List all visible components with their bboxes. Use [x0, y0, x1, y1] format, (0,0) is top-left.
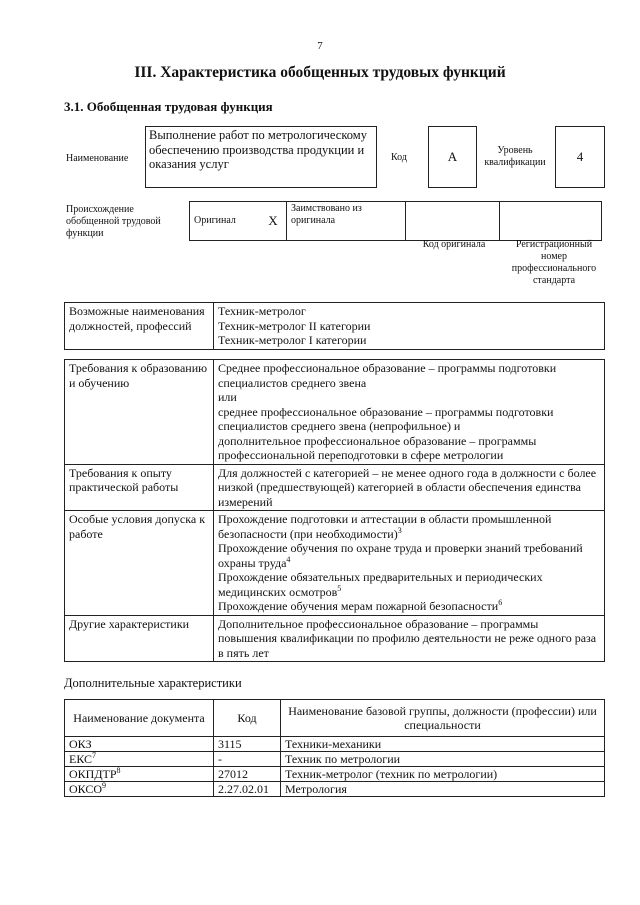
- requirement-line: или: [218, 390, 237, 404]
- footnote-ref: 5: [337, 583, 342, 593]
- table-row: [65, 767, 605, 782]
- code-cell: 3115: [214, 737, 281, 752]
- positions-label: Возможные наименования должностей, профессий: [65, 303, 214, 350]
- table-row: [65, 737, 605, 752]
- reg-number-caption: Регистрационный номер профессионального стандарта: [511, 239, 597, 286]
- requirement-line: Дополнительное профессиональное образование – программы повышения квалификации по профилю деятельности не реже одного раза в пять лет: [218, 616, 597, 660]
- table-row: [65, 511, 605, 616]
- requirements-table: [64, 359, 605, 662]
- table-row: [65, 360, 605, 465]
- position-item: Техник-метролог II категории: [218, 318, 371, 333]
- level-value: 4: [555, 126, 605, 188]
- doc-cell: ОКЗ: [65, 737, 214, 752]
- original-label: Оригинал: [190, 202, 261, 241]
- position-item: Техник-метролог I категории: [218, 333, 367, 347]
- footnote-ref: 6: [498, 598, 503, 607]
- requirement-label: Особые условия допуска к работе: [65, 511, 214, 616]
- origin-label: Происхождение обобщенной трудовой функции: [66, 204, 161, 239]
- requirement-line: Прохождение обязательных предварительных и периодических медицинских осмотров$^5$: [218, 570, 543, 599]
- name-label: Наименование: [66, 153, 129, 164]
- level-label: Уровень квалификации: [484, 145, 546, 168]
- requirement-label: Другие характеристики: [65, 615, 214, 662]
- code-cell: 27012: [214, 767, 281, 782]
- requirement-value: [214, 464, 605, 511]
- column-header: Код: [214, 700, 281, 737]
- requirement-label: Требования к образованию и обучению: [65, 360, 214, 465]
- requirement-line: Среднее профессиональное образование – программы подготовки специалистов среднего звена: [218, 361, 557, 390]
- original-code-cell: [406, 202, 500, 241]
- code-cell: -: [214, 752, 281, 767]
- footnote-ref: 4: [286, 554, 291, 564]
- column-header: Наименование базовой группы, должности (профессии) или специальности: [281, 700, 605, 737]
- doc-cell: ОКСО$^9$: [65, 782, 214, 797]
- name-cell: Техники-механики: [281, 737, 605, 752]
- positions-table: [64, 302, 605, 350]
- requirement-line: Прохождение обучения мерам пожарной безопасности$^6$: [218, 598, 503, 613]
- code-cell: 2.27.02.01: [214, 782, 281, 797]
- requirement-line: Прохождение обучения по охране труда и проверки знаний требований охраны труда$^4$: [218, 541, 583, 570]
- requirement-label: Требования к опыту практической работы: [65, 464, 214, 511]
- positions-values: [214, 303, 605, 350]
- requirement-line: Для должностей с категорией – не менее одного года в должности с более низкой (предшествующей) категорией в области обеспечения единства измерений: [218, 465, 597, 509]
- additional-table: [64, 699, 605, 797]
- footnote-ref: 3: [397, 525, 402, 535]
- table-header-row: [65, 700, 605, 737]
- origin-table: [189, 201, 602, 241]
- code-label: Код: [391, 152, 407, 163]
- additional-heading: Дополнительные характеристики: [64, 676, 242, 690]
- requirement-value: [214, 360, 605, 465]
- code-original-caption: Код оригинала: [422, 239, 486, 250]
- function-name-value: Выполнение работ по метрологическому обеспечению производства продукции и оказания услуг: [145, 126, 377, 188]
- requirement-value: [214, 511, 605, 616]
- borrowed-label: Заимствовано из оригинала: [287, 202, 406, 241]
- name-cell: Метрология: [281, 782, 605, 797]
- table-row: [65, 782, 605, 797]
- section-title: III. Характеристика обобщенных трудовых функций: [134, 64, 506, 81]
- reg-number-cell: [500, 202, 602, 241]
- requirement-value: [214, 615, 605, 662]
- name-cell: Техник по метрологии: [281, 752, 605, 767]
- column-header: Наименование документа: [65, 700, 214, 737]
- original-mark: X: [260, 202, 287, 241]
- requirement-line: среднее профессиональное образование – программы подготовки специалистов среднего звена (непрофильное) и: [218, 404, 554, 433]
- name-cell: Техник-метролог (техник по метрологии): [281, 767, 605, 782]
- doc-cell: ЕКС$^7$: [65, 752, 214, 767]
- code-value: А: [428, 126, 477, 188]
- doc-cell: ОКПДТР$^8$: [65, 767, 214, 782]
- table-row: [65, 615, 605, 662]
- requirement-line: Прохождение подготовки и аттестации в области промышленной безопасности (при необходимости)$^3$: [218, 512, 552, 541]
- table-row: [65, 464, 605, 511]
- table-row: [65, 752, 605, 767]
- requirement-line: дополнительное профессиональное образование – программы профессиональной переподготовки в сфере метрологии: [218, 433, 537, 462]
- subsection-title: 3.1. Обобщенная трудовая функция: [64, 99, 273, 114]
- position-item: Техник-метролог: [218, 304, 306, 318]
- page-number: 7: [317, 40, 323, 52]
